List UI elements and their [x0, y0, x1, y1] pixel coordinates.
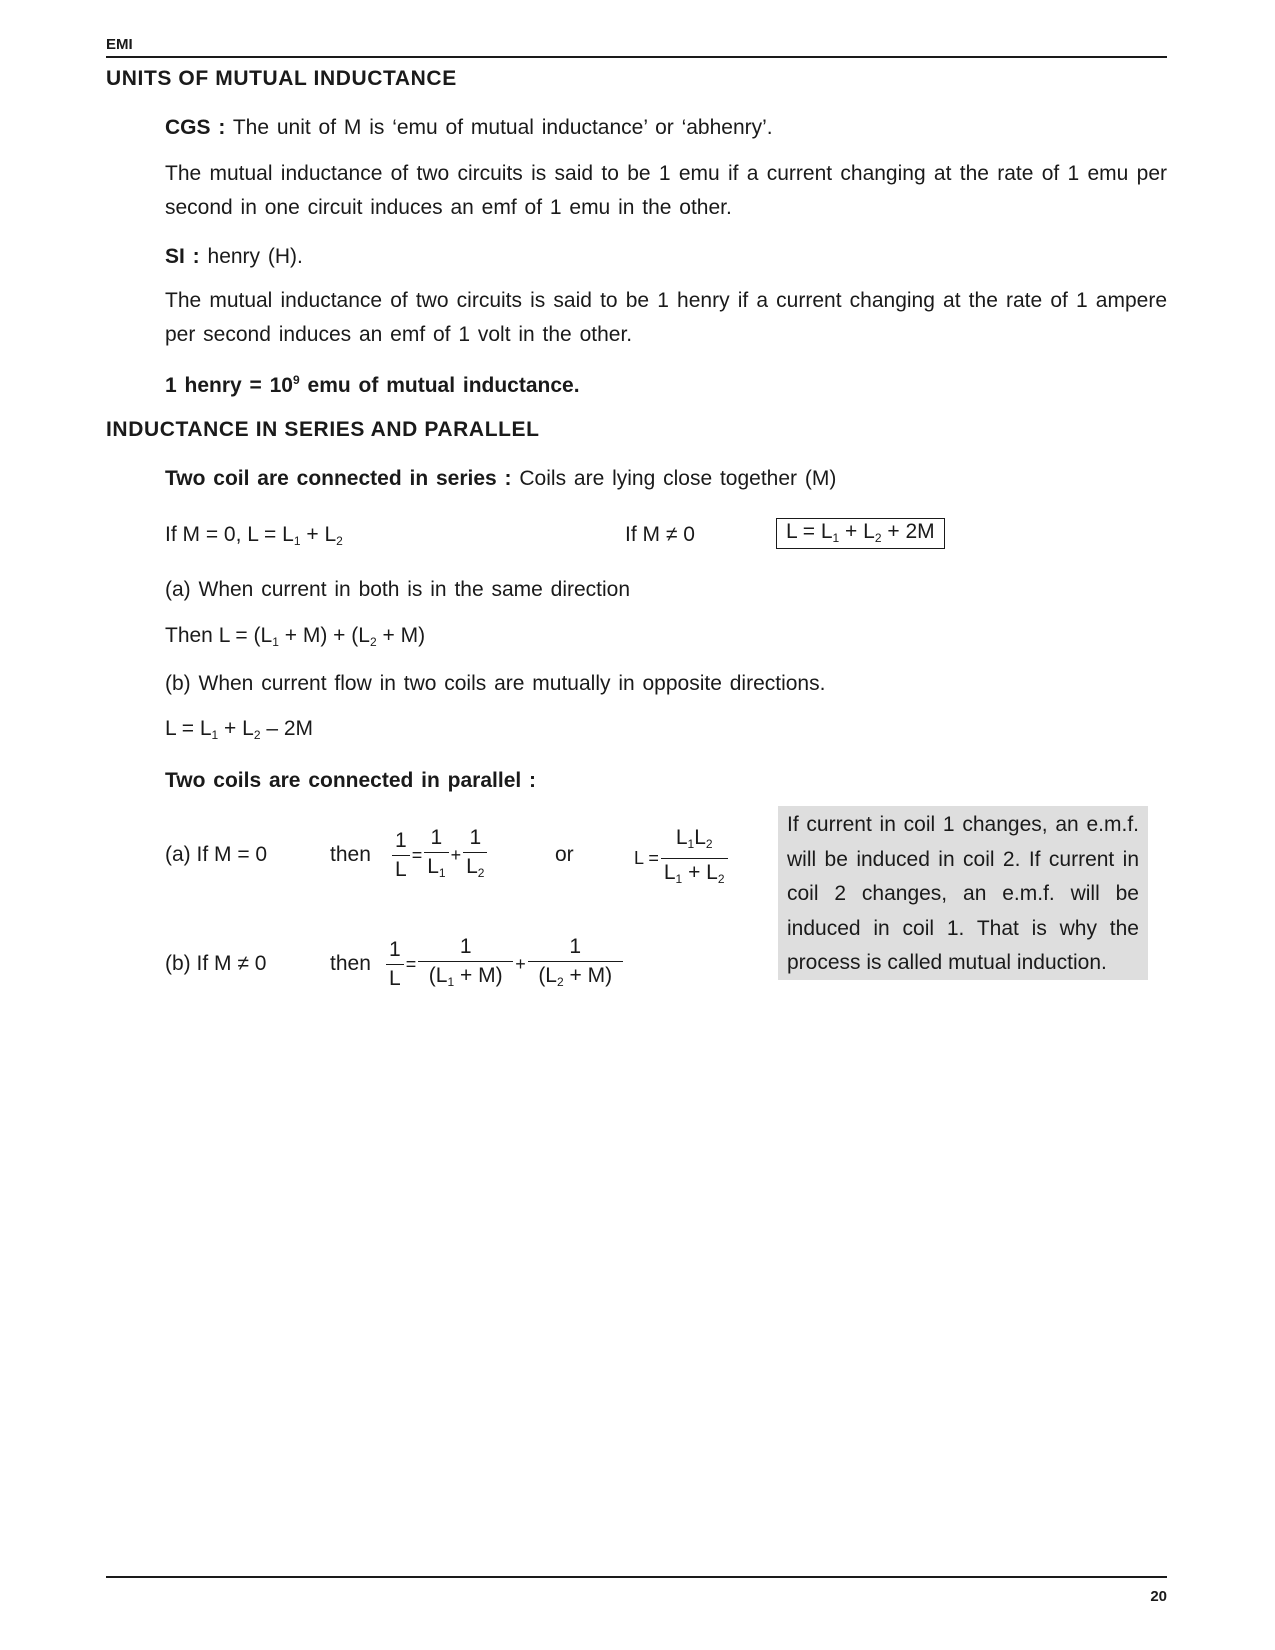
- den-b-L1M: [418, 962, 513, 994]
- sub2: 2: [336, 534, 343, 548]
- num-1: 1: [392, 829, 410, 856]
- den-b-L2M: [528, 962, 623, 994]
- case-a-mid: + M) + (L: [284, 624, 370, 647]
- boxed-sub2: 2: [874, 531, 882, 545]
- parallel-a-label: (a) If M = 0: [165, 843, 268, 866]
- case-a-end: + M): [382, 624, 426, 647]
- series-note: Coils are lying close together (M): [519, 467, 837, 490]
- parallel-a-then: then: [330, 843, 371, 866]
- l-eq-prefix: L =: [634, 848, 659, 868]
- relation-prefix: 1 henry = 10: [165, 374, 293, 397]
- header-rule: [106, 56, 1167, 58]
- den-b-L: L: [389, 967, 401, 990]
- plus-l: + L: [306, 523, 337, 546]
- if-m-zero: If M = 0,: [165, 523, 242, 546]
- header-label: EMI: [106, 36, 133, 53]
- sub1: 1: [293, 534, 301, 548]
- num-L1-sym: L: [675, 826, 688, 849]
- l-eq: L = L: [247, 523, 294, 546]
- boxed-plus: + L: [845, 520, 875, 543]
- case-b-mid: + L: [224, 717, 254, 740]
- page-number: 20: [1150, 1588, 1167, 1605]
- cgs-definition: The mutual inductance of two circuits is said to be 1 emu if a current changing at the rate of 1 emu per second in one circuit induces an emf of 1 emu in the other.: [165, 162, 1167, 219]
- den-L1-sym: L: [427, 855, 439, 878]
- series-m-zero-formula: [165, 523, 343, 548]
- den-L2: [463, 853, 487, 885]
- parallel-b-equation: [386, 935, 623, 994]
- den-b2-open: (L: [538, 964, 557, 987]
- num-1c: 1: [463, 826, 487, 853]
- boxed-tail: + 2M: [887, 520, 935, 543]
- den-L1-sub: 1: [438, 866, 446, 880]
- case-b-formula: [165, 717, 313, 742]
- parallel-a-equation: [392, 826, 487, 885]
- si-text: henry (H).: [207, 245, 303, 268]
- case-b-text: (b) When current flow in two coils are mutually in opposite directions.: [165, 672, 826, 695]
- case-a-sub2: 2: [369, 635, 377, 649]
- if-m-nonzero: If M ≠ 0: [625, 523, 695, 546]
- case-a-formula: [165, 624, 425, 649]
- section-title-series-parallel: INDUCTANCE IN SERIES AND PARALLEL: [106, 418, 540, 441]
- boxed-formula: [776, 518, 945, 549]
- si-definition: The mutual inductance of two circuits is said to be 1 henry if a current changing at the rate of 1 ampere per second induces an emf of 1 volt in the other.: [165, 289, 1167, 346]
- case-b-sub1: 1: [211, 728, 219, 742]
- den-sum-plus: + L: [688, 861, 718, 884]
- frac-product-over-sum: [661, 826, 728, 891]
- parallel-a-product-formula: [632, 826, 728, 891]
- num-b-1b: 1: [418, 935, 513, 962]
- case-a-text: (a) When current in both is in the same direction: [165, 578, 631, 601]
- den-sum-sub2: 2: [717, 872, 725, 886]
- frac-b-1-over-L1M: [418, 935, 513, 994]
- den-b-open: (L: [428, 964, 448, 987]
- plus-sign: +: [450, 845, 462, 865]
- parallel-b-label: (b) If M ≠ 0: [165, 952, 267, 975]
- mutual-induction-note: If current in coil 1 changes, an e.m.f. will be induced in coil 2. If current in coil 2 changes, an e.m.f. will be induced in coil 1. That is why the process is called mutual induction.: [778, 806, 1148, 980]
- parallel-b-then: then: [330, 952, 371, 975]
- den-L2-sub: 2: [477, 866, 485, 880]
- den-L2-sym: L: [466, 855, 478, 878]
- frac-1-over-L2: [463, 826, 487, 885]
- case-b-start: L = L: [165, 717, 212, 740]
- cgs-label: CGS :: [165, 116, 226, 139]
- relation-exponent: 9: [293, 373, 300, 387]
- section-title-units: UNITS OF MUTUAL INDUCTANCE: [106, 67, 457, 90]
- series-heading-line: [165, 462, 1167, 496]
- series-heading: Two coil are connected in series :: [165, 467, 512, 490]
- si-label: SI :: [165, 245, 200, 268]
- boxed-l: L = L: [786, 520, 833, 543]
- henry-emu-relation: [165, 363, 1167, 403]
- footer-rule: [106, 1576, 1167, 1578]
- num-L2-sub: 2: [705, 837, 713, 851]
- si-line: [165, 240, 1167, 274]
- case-a-sub1: 1: [272, 635, 279, 649]
- den-b-sub1: 1: [447, 975, 455, 989]
- case-a-start: Then L = (L: [165, 624, 273, 647]
- cgs-text: The unit of M is ‘emu of mutual inductance’ or ‘abhenry’.: [232, 116, 773, 139]
- eq-sign-b: =: [405, 954, 417, 974]
- num-L2-sym: L: [694, 826, 706, 849]
- den-sum-sub1: 1: [675, 872, 683, 886]
- frac-1-over-L: [392, 829, 410, 882]
- parallel-or: or: [555, 843, 574, 866]
- den-L: L: [395, 858, 407, 881]
- boxed-sub1: 1: [832, 531, 840, 545]
- den-L1-plus-L2: [661, 859, 728, 891]
- den-L1: [424, 853, 448, 885]
- cgs-line: [165, 111, 1167, 145]
- den-sum-L1: L: [663, 861, 676, 884]
- den-b2-close: + M): [569, 964, 613, 987]
- den-b-close: + M): [460, 964, 503, 987]
- case-b-end: – 2M: [266, 717, 314, 740]
- case-b-sub2: 2: [253, 728, 261, 742]
- num-1b: 1: [424, 826, 448, 853]
- eq-sign: =: [411, 845, 423, 865]
- num-b-1c: 1: [528, 935, 623, 962]
- relation-suffix: emu of mutual inductance.: [307, 374, 580, 397]
- num-b-1: 1: [386, 938, 404, 965]
- num-L1-sub: 1: [687, 837, 695, 851]
- num-L1L2: [661, 826, 728, 859]
- frac-1-over-L1: [424, 826, 448, 885]
- den-b2-sub2: 2: [557, 975, 564, 989]
- plus-sign-b: +: [515, 954, 526, 974]
- frac-b-1-over-L2M: [528, 935, 623, 994]
- parallel-heading: Two coils are connected in parallel :: [165, 769, 537, 792]
- frac-b-1-over-L: [386, 938, 404, 991]
